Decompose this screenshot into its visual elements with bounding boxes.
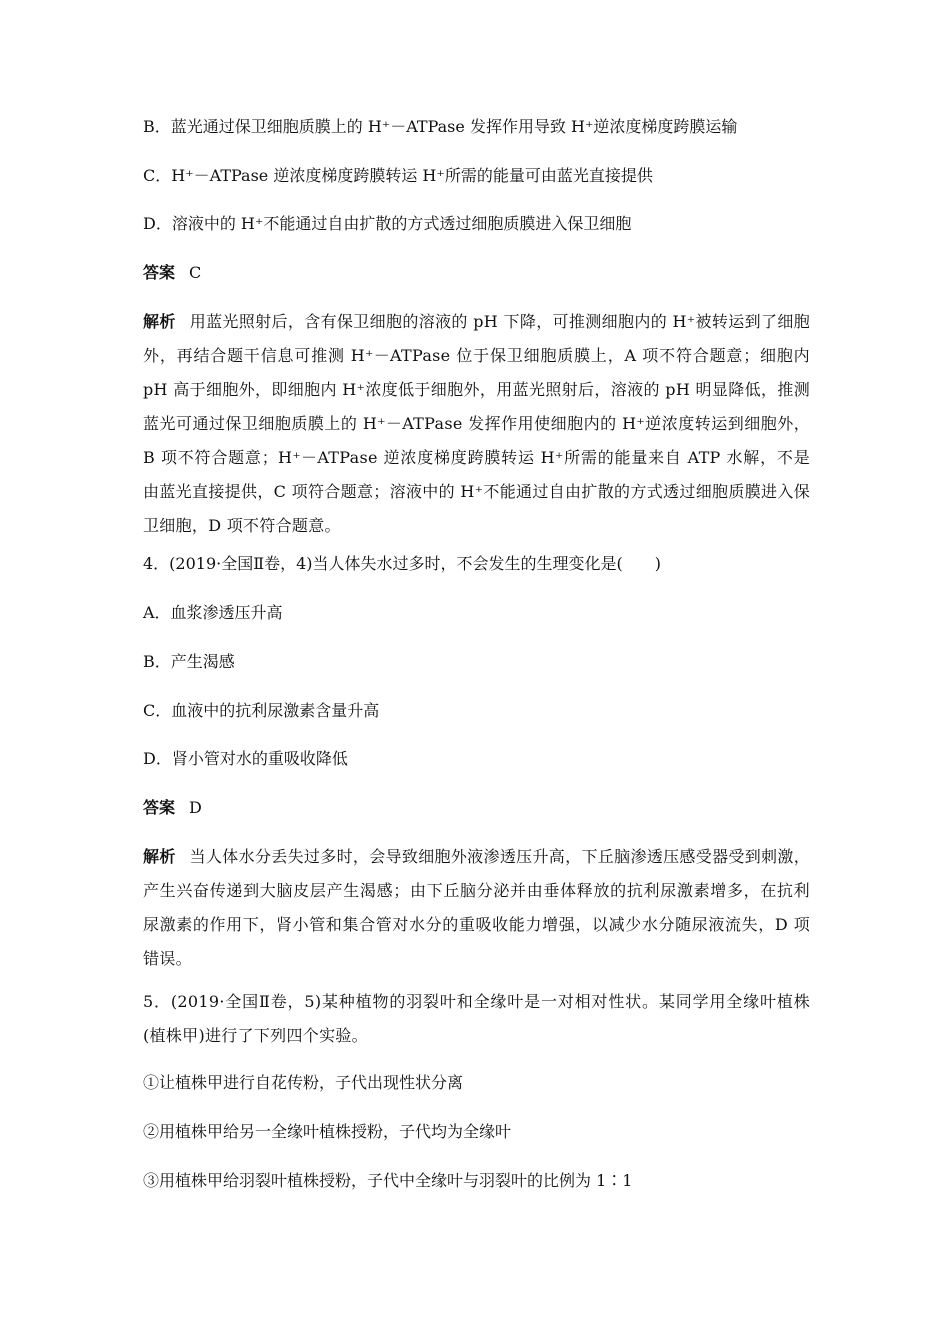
q3-option-c: C．H⁺－ATPase 逆浓度梯度跨膜转运 H⁺所需的能量可由蓝光直接提供 bbox=[143, 166, 653, 185]
q4-option-b: B．产生渴感 bbox=[143, 652, 235, 671]
q4-option-a: A．血浆渗透压升高 bbox=[143, 603, 283, 622]
analysis-label: 解析 bbox=[143, 312, 176, 331]
answer-value: C bbox=[189, 263, 202, 282]
answer-value: D bbox=[189, 798, 202, 817]
q3-analysis bbox=[143, 305, 810, 543]
q3-answer bbox=[143, 262, 810, 284]
answer-label: 答案 bbox=[143, 798, 176, 817]
q4-option-c: C．血液中的抗利尿激素含量升高 bbox=[143, 701, 380, 720]
q3-option-b: B．蓝光通过保卫细胞质膜上的 H⁺－ATPase 发挥作用导致 H⁺逆浓度梯度跨膜运输 bbox=[143, 117, 738, 136]
q4-stem: 4．(2019·全国Ⅱ卷，4)当人体失水过多时，不会发生的生理变化是( ) bbox=[143, 554, 662, 573]
q4-answer bbox=[143, 797, 810, 819]
q4-option-d: D．肾小管对水的重吸收降低 bbox=[143, 749, 348, 768]
q5-stem: 5．(2019·全国Ⅱ卷，5)某种植物的羽裂叶和全缘叶是一对相对性状。某同学用全缘叶植株(植株甲)进行了下列四个实验。 bbox=[143, 992, 810, 1045]
analysis-text: 用蓝光照射后，含有保卫细胞的溶液的 pH 下降，可推测细胞内的 H⁺被转运到了细胞外，再结合题干信息可推测 H⁺－ATPase 位于保卫细胞质膜上，A 项不符合题意；细胞内 pH 高于细胞外，即细胞内 H⁺浓度低于细胞外，用蓝光照射后，溶液的 pH 明显降低，推测蓝光可通过保卫细胞质膜上的 H⁺－ATPase 发挥作用使细胞内的 H⁺逆浓度转运到细胞外，B 项不符合题意；H⁺－ATPase 逆浓度梯度跨膜转运 H⁺所需的能量来自 ATP 水解，不是由蓝光直接提供，C 项符合题意；溶液中的 H⁺不能通过自由扩散的方式透过细胞质膜进入保卫细胞，D 项不符合题意。 bbox=[143, 312, 810, 535]
q5-item-2: ②用植株甲给另一全缘叶植株授粉，子代均为全缘叶 bbox=[143, 1122, 512, 1141]
analysis-text: 当人体水分丢失过多时，会导致细胞外液渗透压升高，下丘脑渗透压感受器受到刺激，产生兴奋传递到大脑皮层产生渴感；由下丘脑分泌并由垂体释放的抗利尿激素增多，在抗利尿激素的作用下，肾小管和集合管对水分的重吸收能力增强，以减少水分随尿液流失，D 项错误。 bbox=[143, 847, 810, 968]
analysis-label: 解析 bbox=[143, 847, 176, 866]
q4-analysis bbox=[143, 840, 810, 976]
q5-item-3: ③用植株甲给羽裂叶植株授粉，子代中全缘叶与羽裂叶的比例为 1∶1 bbox=[143, 1171, 633, 1190]
q5-item-1: ①让植株甲进行自花传粉，子代出现性状分离 bbox=[143, 1073, 464, 1092]
answer-label: 答案 bbox=[143, 263, 176, 282]
q3-option-d: D．溶液中的 H⁺不能通过自由扩散的方式透过细胞质膜进入保卫细胞 bbox=[143, 214, 632, 233]
